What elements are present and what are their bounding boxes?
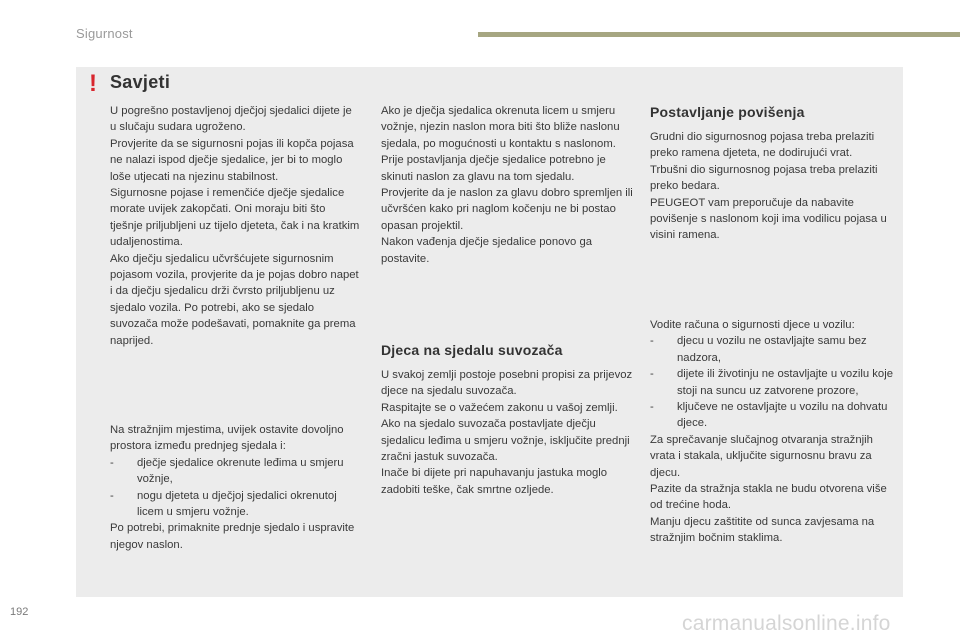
paragraph: U pogrešno postavljenoj dječjoj sjedalici dijete je u slučaju sudara ugroženo.	[110, 105, 352, 134]
paragraph: Provjerite da se sigurnosni pojas ili kopča pojasa ne nalazi ispod dječje sjedalice, jer bi to moglo loše utjecati na njezinu stabilnost.	[110, 137, 354, 183]
section-title: Sigurnost	[76, 26, 133, 41]
col3-block2	[650, 317, 900, 547]
dash-list	[110, 455, 360, 521]
paragraph: Pazite da stražnja stakla ne budu otvorena više od trećine hoda.	[650, 483, 887, 512]
paragraph: Inače bi dijete pri napuhavanju jastuka moglo zadobiti teške, čak smrtne ozljede.	[381, 467, 608, 496]
paragraph: Za sprečavanje slučajnog otvaranja stražnjih vrata i stakala, uključite sigurnosnu bravu za djecu.	[650, 433, 873, 479]
paragraph: Ako je dječja sjedalica okrenuta licem u smjeru vožnje, njezin naslon mora biti što bliže naslonu sjedala, po mogućnosti u kontaktu s naslonom.	[381, 105, 620, 150]
col1-block1	[110, 103, 360, 349]
list-item: - ključeve ne ostavljajte u vozilu na dohvatu djece.	[650, 399, 900, 432]
paragraph: Raspitajte se o važećem zakonu u vašoj zemlji.	[381, 401, 618, 414]
dash-list	[650, 333, 900, 431]
paragraph: Provjerite da je naslon za glavu dobro spremljen ili učvršćen kako pri naglom kočenju ne bi postao opasan projektil.	[381, 187, 633, 232]
paragraph: Vodite računa o sigurnosti djece u vozilu:	[650, 319, 855, 331]
paragraph: Trbušni dio sigurnosnog pojasa treba prelaziti preko bedara.	[650, 163, 878, 193]
paragraph: Ako na sjedalo suvozača postavljate dječju sjedalicu leđima u smjeru vožnje, isključite prednji zračni jastuk suvozača.	[381, 418, 630, 464]
paragraph: Na stražnjim mjestima, uvijek ostavite dovoljno prostora između prednjeg sjedala i:	[110, 424, 344, 453]
subtitle-booster: Postavljanje povišenja	[650, 104, 805, 120]
col2-block1	[381, 103, 633, 267]
col3-block1	[650, 129, 900, 244]
header-divider-bar	[478, 32, 960, 37]
paragraph: Po potrebi, primaknite prednje sjedalo i uspravite njegov naslon.	[110, 522, 355, 551]
paragraph: PEUGEOT vam preporučuje da nabavite povišenje s naslonom koji ima vodilicu pojasa u visini ramena.	[650, 196, 887, 242]
watermark: carmanualsonline.info	[682, 612, 891, 635]
col1-block2	[110, 422, 360, 553]
paragraph: Sigurnosne pojase i remenčiće dječje sjedalice morate uvijek zakopčati. Oni moraju biti što tješnje priljubljeni uz tijelo djeteta, čak i na kratkim udaljenostima.	[110, 187, 360, 249]
paragraph: Ako dječju sjedalicu učvršćujete sigurnosnim pojasom vozila, provjerite da je pojas dobro napet i da dječju sjedalicu drži čvrsto priljubljenu uz sjedalo vozila. Po potrebi, ako se sjedalo suvozača može podešavati, pomaknite ga prema naprijed.	[110, 252, 359, 347]
paragraph: Nakon vađenja dječje sjedalice ponovo ga postavite.	[381, 236, 593, 265]
paragraph: Grudni dio sigurnosnog pojasa treba prelaziti preko ramena djeteta, ne dodirujući vrat.	[650, 131, 875, 160]
list-item: - djecu u vozilu ne ostavljajte samu bez nadzora,	[650, 333, 900, 366]
col2-block2	[381, 367, 633, 498]
list-item: - nogu djeteta u dječjoj sjedalici okrenutoj licem u smjeru vožnje.	[110, 488, 360, 521]
page-number: 192	[10, 606, 29, 618]
list-item: - dijete ili životinju ne ostavljajte u vozilu koje stoji na suncu uz zatvorene prozore,	[650, 366, 900, 399]
paragraph: U svakoj zemlji postoje posebni propisi za prijevoz djece na sjedalu suvozača.	[381, 369, 633, 398]
subtitle-front-passenger: Djeca na sjedalu suvozača	[381, 342, 563, 358]
paragraph: Prije postavljanja dječje sjedalice potrebno je skinuti naslon za glavu na tom sjedalu.	[381, 154, 606, 183]
list-item: - dječje sjedalice okrenute leđima u smjeru vožnje,	[110, 455, 360, 488]
paragraph: Manju djecu zaštitite od sunca zavjesama na stražnjim bočnim staklima.	[650, 515, 875, 545]
exclamation-mark-icon: !	[89, 70, 97, 97]
page-title: Savjeti	[110, 72, 171, 92]
